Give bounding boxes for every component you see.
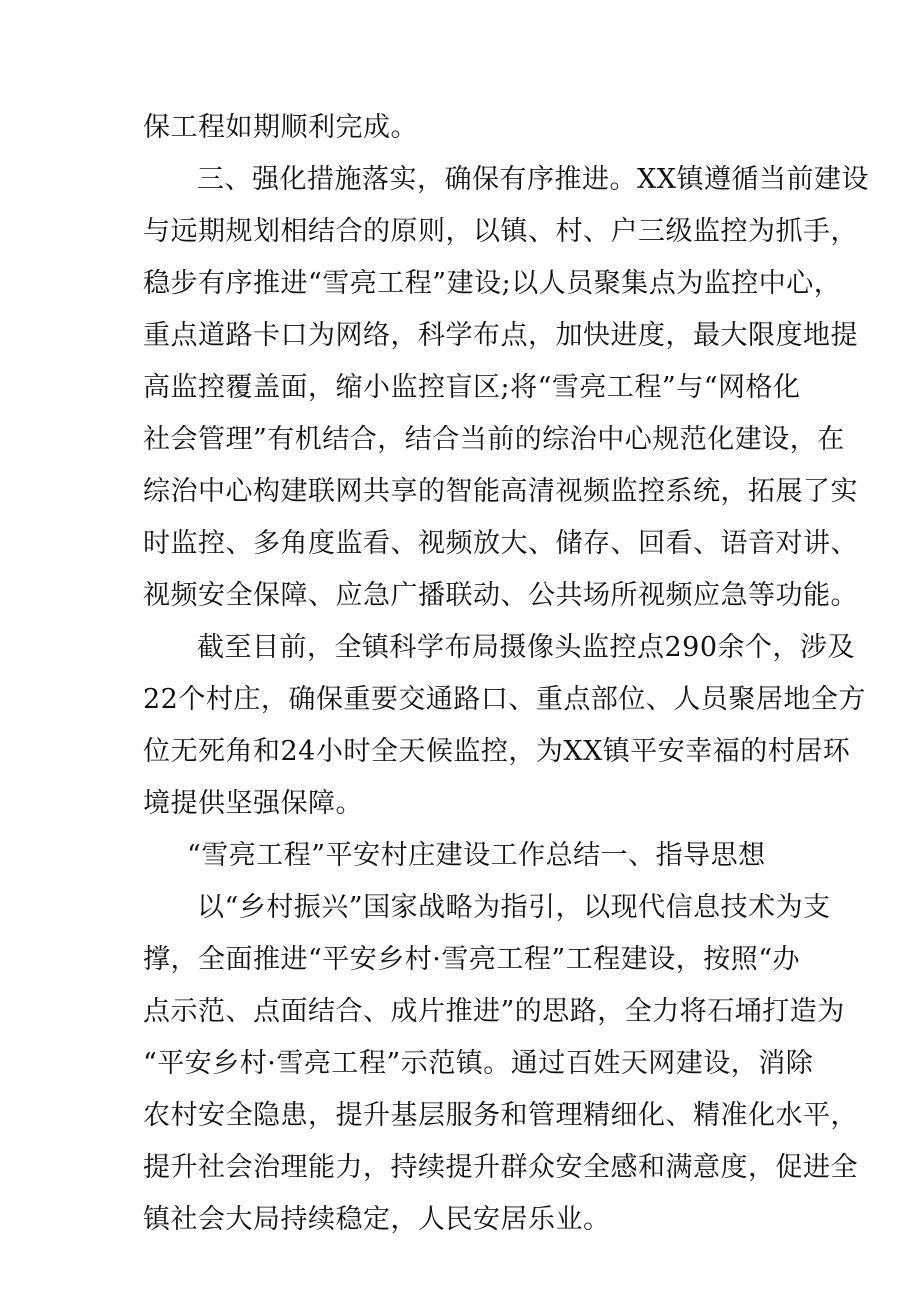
- paragraph-line: 境提供坚强保障。: [143, 788, 363, 819]
- paragraph-line: 撑，全面推进“平安乡村·雪亮工程”工程建设，按照“办: [143, 944, 800, 975]
- paragraph-line: 提升社会治理能力，持续提升群众安全感和满意度，促进全: [143, 1152, 858, 1183]
- paragraph-line: 保工程如期顺利完成。: [143, 112, 418, 143]
- paragraph-line: 稳步有序推进“雪亮工程”建设;以人员聚集点为监控中心，: [143, 268, 842, 299]
- paragraph-line: 点示范、点面结合、成片推进”的思路，全力将石埇打造为: [143, 996, 845, 1027]
- paragraph-line: 综治中心构建联网共享的智能高清视频监控系统，拓展了实: [143, 476, 858, 507]
- paragraph-line: 以“乡村振兴”国家战略为指引，以现代信息技术为支: [197, 892, 831, 923]
- paragraph-line: 农村安全隐患，提升基层服务和管理精细化、精准化水平，: [143, 1100, 858, 1131]
- section-heading: “雪亮工程”平安村庄建设工作总结一、指导思想: [187, 840, 766, 871]
- paragraph-line: 22个村庄，确保重要交通路口、重点部位、人员聚居地全方: [143, 684, 866, 715]
- paragraph-line: 位无死角和24小时全天候监控，为XX镇平安幸福的村居环: [143, 736, 851, 767]
- paragraph-line: 与远期规划相结合的原则，以镇、村、户三级监控为抓手，: [143, 216, 858, 247]
- paragraph-line: 高监控覆盖面，缩小监控盲区;将“雪亮工程”与“网格化: [143, 372, 801, 403]
- paragraph-line: 重点道路卡口为网络，科学布点，加快进度，最大限度地提: [143, 320, 858, 351]
- paragraph-line: 镇社会大局持续稳定，人民安居乐业。: [143, 1204, 611, 1235]
- paragraph-line: 社会管理”有机结合，结合当前的综治中心规范化建设，在: [143, 424, 845, 455]
- paragraph-line: 时监控、多角度监看、视频放大、储存、回看、语音对讲、: [143, 528, 858, 559]
- paragraph-line: “平安乡村·雪亮工程”示范镇。通过百姓天网建设，消除: [143, 1048, 814, 1079]
- paragraph-line: 视频安全保障、应急广播联动、公共场所视频应急等功能。: [143, 580, 858, 611]
- paragraph-line: 截至目前，全镇科学布局摄像头监控点290余个，涉及: [197, 632, 856, 663]
- section-three-line: 三、强化措施落实，确保有序推进。XX镇遵循当前建设: [197, 164, 869, 195]
